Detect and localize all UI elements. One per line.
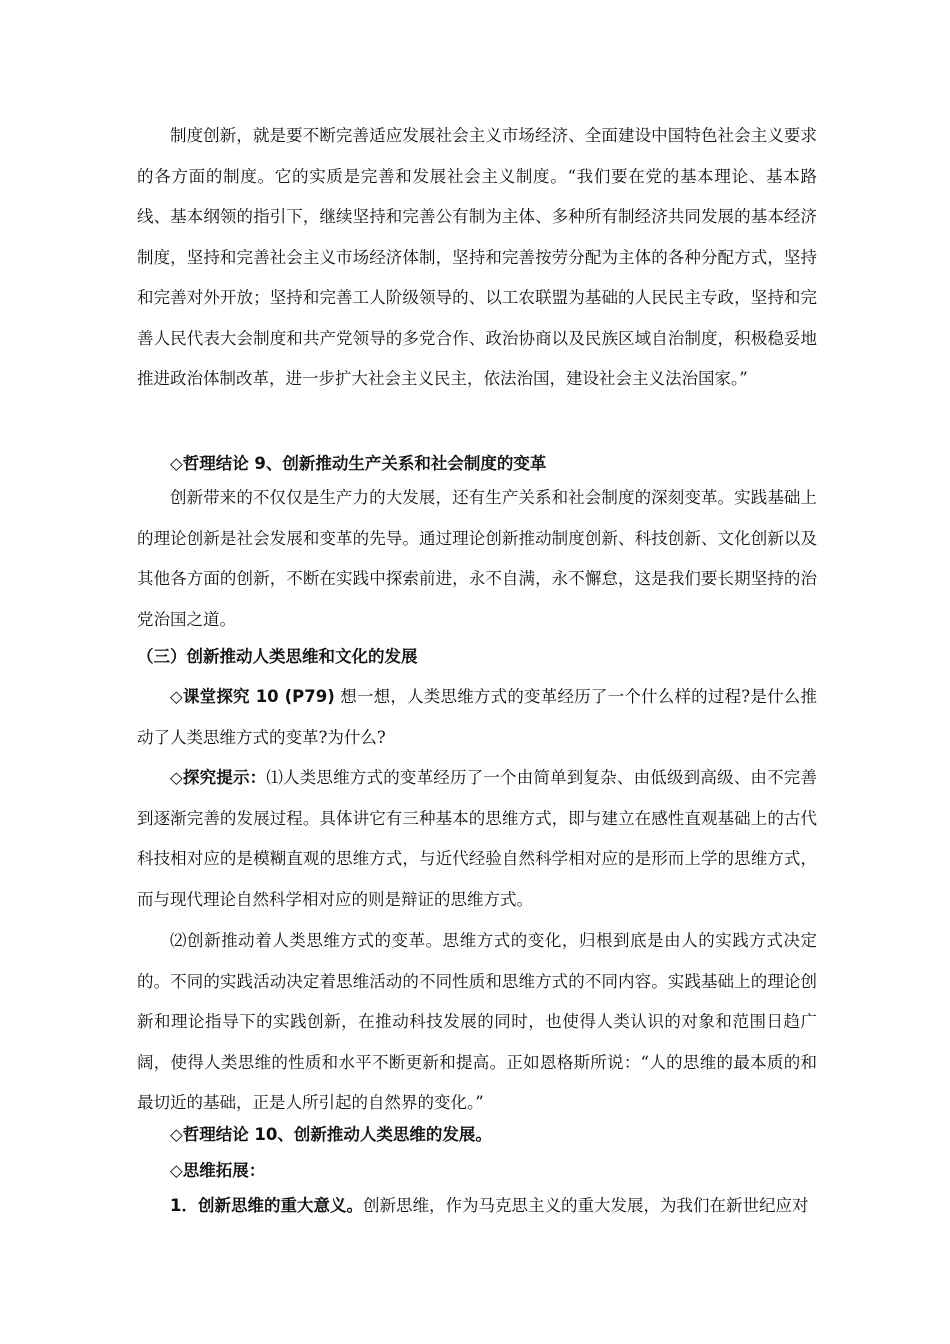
hint-text: ⑴人类思维方式的变革经历了一个由简单到复杂、由低级到高级、由不完善到逐渐完善的发展过程。具体讲它有三种基本的思维方式，即与建立在感性直观基础上的古代科技相对应的是模糊直观的思维方式，与近代经验自然科学相对应的是形而上学的思维方式，而与现代理论自然科学相对应的则是辩证的思维方式。 xyxy=(137,768,817,909)
paragraph-exploration-hint xyxy=(137,758,817,920)
paragraph-innovation-social-change: 创新带来的不仅仅是生产力的大发展，还有生产关系和社会制度的深刻变革。实践基础上的理论创新是社会发展和变革的先导。通过理论创新推动制度创新、科技创新、文化创新以及其他各方面的创新，不断在实践中探索前进，永不自满，永不懈怠，这是我们要长期坚持的治党治国之道。 xyxy=(137,488,817,629)
heading-conclusion-9: ◇哲理结论 9、创新推动生产关系和社会制度的变革 xyxy=(170,454,547,473)
exploration-label: ◇课堂探究 10 (P79) xyxy=(170,687,335,706)
paragraph-class-exploration-10 xyxy=(137,677,817,758)
paragraph-item-1 xyxy=(137,1186,817,1227)
exploration-text: 想一想，人类思维方式的变革经历了一个什么样的过程?是什么推动了人类思维方式的变革?为什么? xyxy=(137,687,817,747)
hint-label: ◇探究提示： xyxy=(170,768,267,787)
paragraph-innovation-thinking-change: ⑵创新推动着人类思维方式的变革。思维方式的变化，归根到底是由人的实践方式决定的。不同的实践活动决定着思维活动的不同性质和思维方式的不同内容。实践基础上的理论创新和理论指导下的实践创新，在推动科技发展的同时，也使得人类认识的对象和范围日趋广阔，使得人类思维的性质和水平不断更新和提高。正如恩格斯所说：“人的思维的最本质的和最切近的基础，正是人所引起的自然界的变化。” xyxy=(137,931,817,1112)
item-1-label: 1．创新思维的重大意义。 xyxy=(170,1196,363,1215)
paragraph-institutional-innovation: 制度创新，就是要不断完善适应发展社会主义市场经济、全面建设中国特色社会主义要求的各方面的制度。它的实质是完善和发展社会主义制度。“我们要在党的基本理论、基本路线、基本纲领的指引下，继续坚持和完善公有制为主体、多种所有制经济共同发展的基本经济制度，坚持和完善社会主义市场经济体制，坚持和完善按劳分配为主体的各种分配方式，坚持和完善对外开放；坚持和完善工人阶级领导的、以工农联盟为基础的人民民主专政，坚持和完善人民代表大会制度和共产党领导的多党合作、政治协商以及民族区域自治制度，积极稳妥地推进政治体制改革，进一步扩大社会主义民主，依法治国，建设社会主义法治国家。” xyxy=(137,126,817,388)
heading-conclusion-10: ◇哲理结论 10、创新推动人类思维的发展。 xyxy=(170,1125,492,1144)
heading-thinking-extension: ◇思维拓展： xyxy=(170,1161,266,1180)
item-1-text: 创新思维，作为马克思主义的重大发展，为我们在新世纪应对 xyxy=(362,1196,809,1215)
heading-section-3: （三）创新推动人类思维和文化的发展 xyxy=(137,647,418,666)
